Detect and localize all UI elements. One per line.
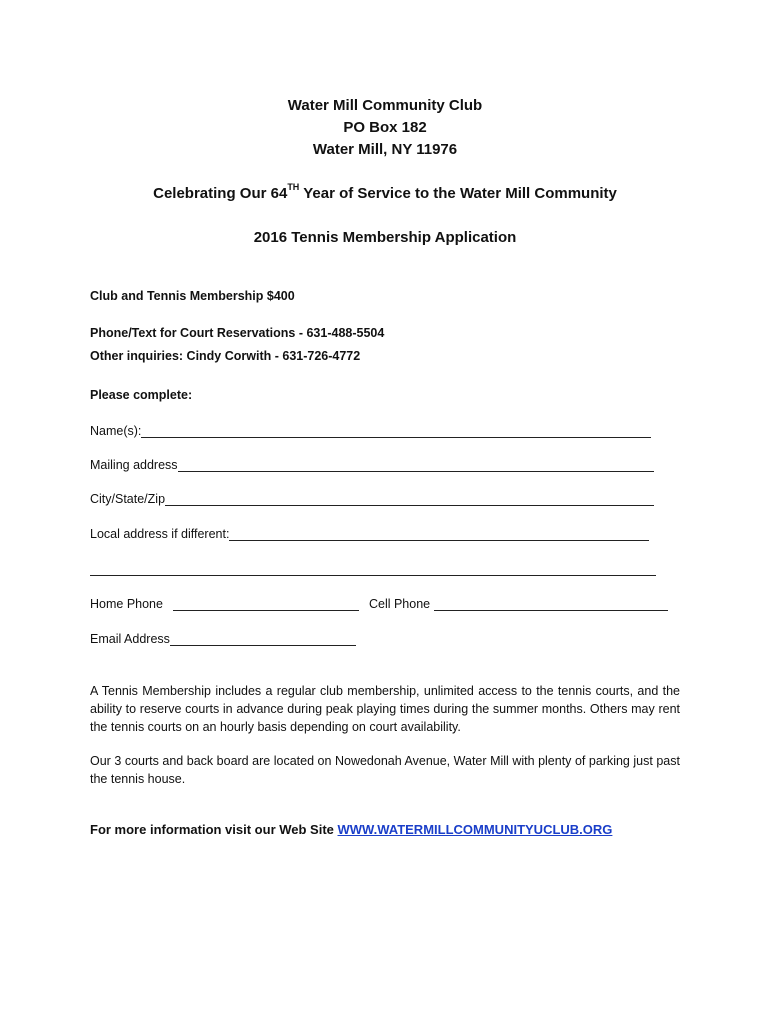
mailing-address-input-line[interactable] — [178, 458, 654, 472]
org-header — [0, 95, 770, 161]
mailing-address-label: Mailing address — [90, 458, 178, 472]
names-input-line[interactable] — [141, 424, 651, 438]
website-link[interactable]: WWW.WATERMILLCOMMUNITYUCLUB.ORG — [337, 822, 613, 837]
website-footer — [90, 822, 612, 837]
phone-field-row — [90, 597, 668, 611]
email-input-line[interactable] — [170, 632, 356, 646]
reservations-contact: Phone/Text for Court Reservations - 631-488-5504 — [90, 326, 385, 340]
please-complete-label: Please complete: — [90, 388, 193, 402]
local-address-continued-field — [90, 562, 656, 576]
city-state-zip-label: City/State/Zip — [90, 492, 166, 506]
anniversary-suffix: Year of Service to the Water Mill Community — [299, 185, 617, 202]
names-field — [90, 424, 651, 438]
local-address-continued-input-line[interactable] — [90, 562, 656, 576]
membership-info-paragraph: A Tennis Membership includes a regular club membership, unlimited access to the tennis courts, and the ability to reserve courts in advance during peak playing times during the summer months. Others may rent the tennis courts on an hourly basis depending on court availability. — [90, 684, 680, 734]
local-address-field — [90, 527, 649, 541]
anniversary-superscript: TH — [287, 182, 300, 192]
city-line: Water Mill, NY 11976 — [312, 141, 458, 158]
email-field — [90, 632, 356, 646]
anniversary-prefix: Celebrating Our 64 — [153, 185, 288, 202]
home-phone-label: Home Phone — [90, 597, 163, 611]
local-address-input-line[interactable] — [229, 527, 649, 541]
website-footer-text: For more information visit our Web Site — [90, 822, 338, 837]
application-title: 2016 Tennis Membership Application — [253, 229, 517, 246]
home-phone-input-line[interactable] — [173, 597, 359, 611]
mailing-address-field — [90, 458, 654, 472]
membership-fee: Club and Tennis Membership $400 — [90, 289, 295, 303]
city-state-zip-input-line[interactable] — [165, 492, 654, 506]
inquiries-contact: Other inquiries: Cindy Corwith - 631-726-4772 — [90, 349, 361, 363]
org-name: Water Mill Community Club — [287, 97, 483, 114]
anniversary-line — [0, 184, 770, 202]
email-label: Email Address — [90, 632, 170, 646]
courts-info-paragraph: Our 3 courts and back board are located on Nowedonah Avenue, Water Mill with plenty of parking just past the tennis house. — [90, 754, 680, 786]
po-box: PO Box 182 — [343, 119, 427, 136]
local-address-label: Local address if different: — [90, 527, 230, 541]
names-label: Name(s): — [90, 424, 142, 438]
cell-phone-label: Cell Phone — [368, 597, 431, 611]
city-state-zip-field — [90, 492, 654, 506]
cell-phone-input-line[interactable] — [434, 597, 668, 611]
